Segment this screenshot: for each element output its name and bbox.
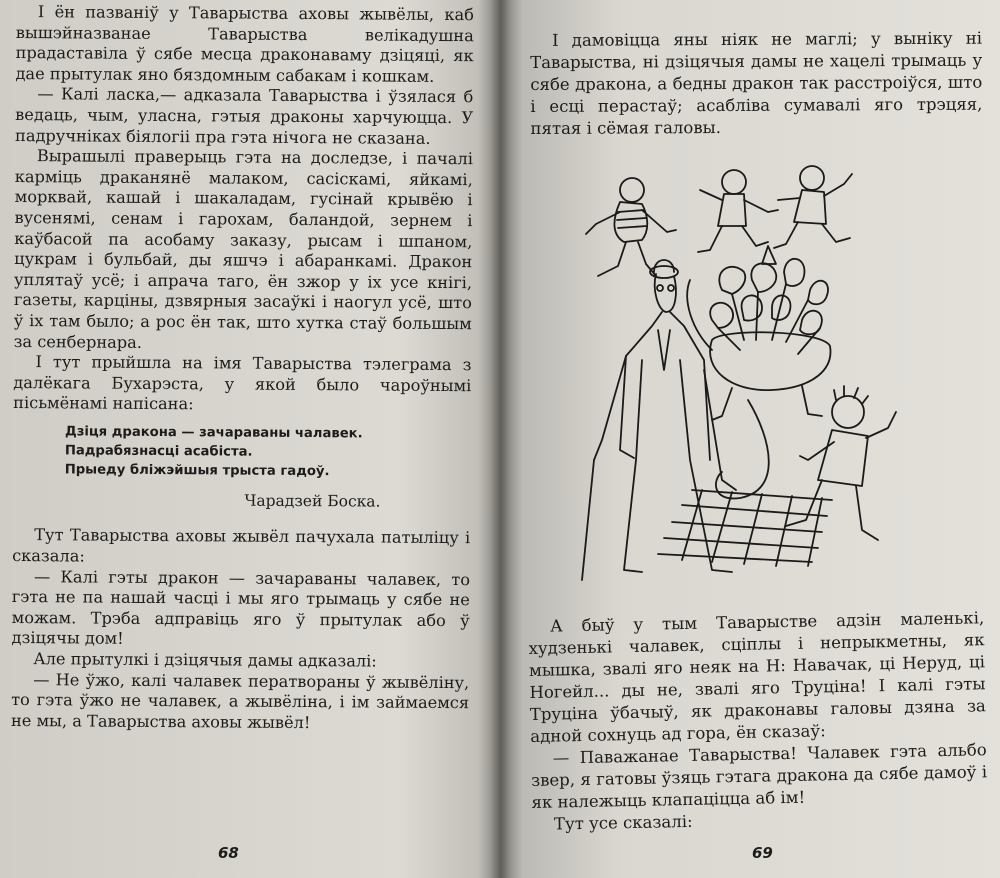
paragraph: — Паважанае Таварыства! Чалавек гэта альбо звер, я гатовы ўзяць гэтага дракона да сябе дамоў і як належыць клапаціцца аб ім! [530,740,988,812]
illustration-drawing [572,160,912,590]
boy-surprised-figure [786,386,896,540]
paragraph: — Калі гэты дракон — зачараваны чалавек, то гэта не па нашай часці і мы яго трымаць у сябе не можам. Трэба адправіць яго ў прытулак або ў дзіцячы дом! [11,566,471,649]
telegram-line: Прыеду бліжэйшыя трыста гадоў. [64,462,330,480]
leash-line [716,400,769,498]
paragraph: І тут прыйшла на імя Таварыства тэлеграма з далёкага Бухарэста, у якой было чароўнымі пісьмёнамі напісана: [13,352,472,414]
telegram-line: Падрабязнасці асабіста. [64,443,253,460]
left-page-text [11,2,474,735]
telegram-line: Дзіця дракона — зачараваны чалавек. [64,424,363,442]
page-number-right: 69 [752,844,773,862]
boy-running-figure [698,170,778,252]
telegram-block [65,422,471,482]
paragraph: — Не ўжо, калі чалавек ператвораны ў жывёліну, то гэта ўжо не чалавек, а жывёліна, і ім займаемся не мы, а Таварыства аховы жывёл! [10,669,470,732]
right-page-bottom-text [528,607,988,836]
boy-striped-shirt-figure [586,178,676,276]
paragraph: А быў у тым Таварыстве адзін маленькі, худзенькі чалавек, сціплы і непрыкметны, як мышка, звалі яго неяк на Н: Навачак, ці Неруд, ці Ногейл... ды не, звалі яго Труціна! І калі гэты Труціна ўбачыў, як драконавы галовы дзяна за адной сохнуць ад гора, ён сказаў: [528,608,986,746]
dragon-heads-cluster [710,246,828,354]
paragraph: Тут Таварыства аховы жывёл пачухала патыліцу і сказала: [12,525,471,566]
ground-grid-pattern [658,490,832,566]
paragraph: Тут усе сказалі: [553,811,693,834]
right-page-top-text [530,28,983,140]
boy-waving-figure [774,166,852,248]
paragraph: — Калі ласка,— адказала Таварыства і ўзялася б ведаць, чым, уласна, гэтыя драконы харчуюцца. У падручніках біялогіі пра гэта нічога не сказана. [15,84,474,148]
paragraph: Але прытулкі і дзіцячыя дамы адказалі: [33,649,377,671]
book-gutter [478,0,522,878]
paragraph: І ён пазваніў у Таварыства аховы жывёлы, каб вышэйназванае Таварыства велікадушна прадаставіла ў сябе месца драконаваму дзіцяці, як дае прытулак яно бяздомным сабакам і кошкам. [15,2,474,86]
right-page [522,0,1000,878]
paragraph: Вырашылі праверыць гэта на доследзе, і пачалі карміць драканянё малаком, сасіскамі, яйкамі, морквай, кашай і шакаладам, гусінай крывёю і вусенямі, сенам і гарохам, баландой, зернем і каўбасой па асобаму заказу, рысам і шпаном, цукрам і бульбай, ды яшчэ і абаранкамі. Дракон уплятаў усё; і апрача таго, ён зжор у іх усе кнігі, газеты, карціны, дзвярныя засаўкі і наогул усё, што ў іх там было; а рос ён так, што хутка стаў большым за сенбернара. [13,146,473,352]
man-with-bowler-hat-figure [582,260,736,580]
telegram-signature: Чарадзей Боска. [244,491,381,511]
man-walking-dragon-illustration [572,160,912,590]
page-number-left: 68 [218,844,239,862]
left-page [0,0,478,878]
paragraph: І дамовіцца яны ніяк не маглі; у выніку ні Таварыства, ні дзіцячыя дамы не хацелі трымаць у сябе дракона, а бедны дракон так расстроіўся, што і есці перастаў; асабліва сумавалі яго трэцяя, пятая і сёмая галовы. [530,28,983,138]
